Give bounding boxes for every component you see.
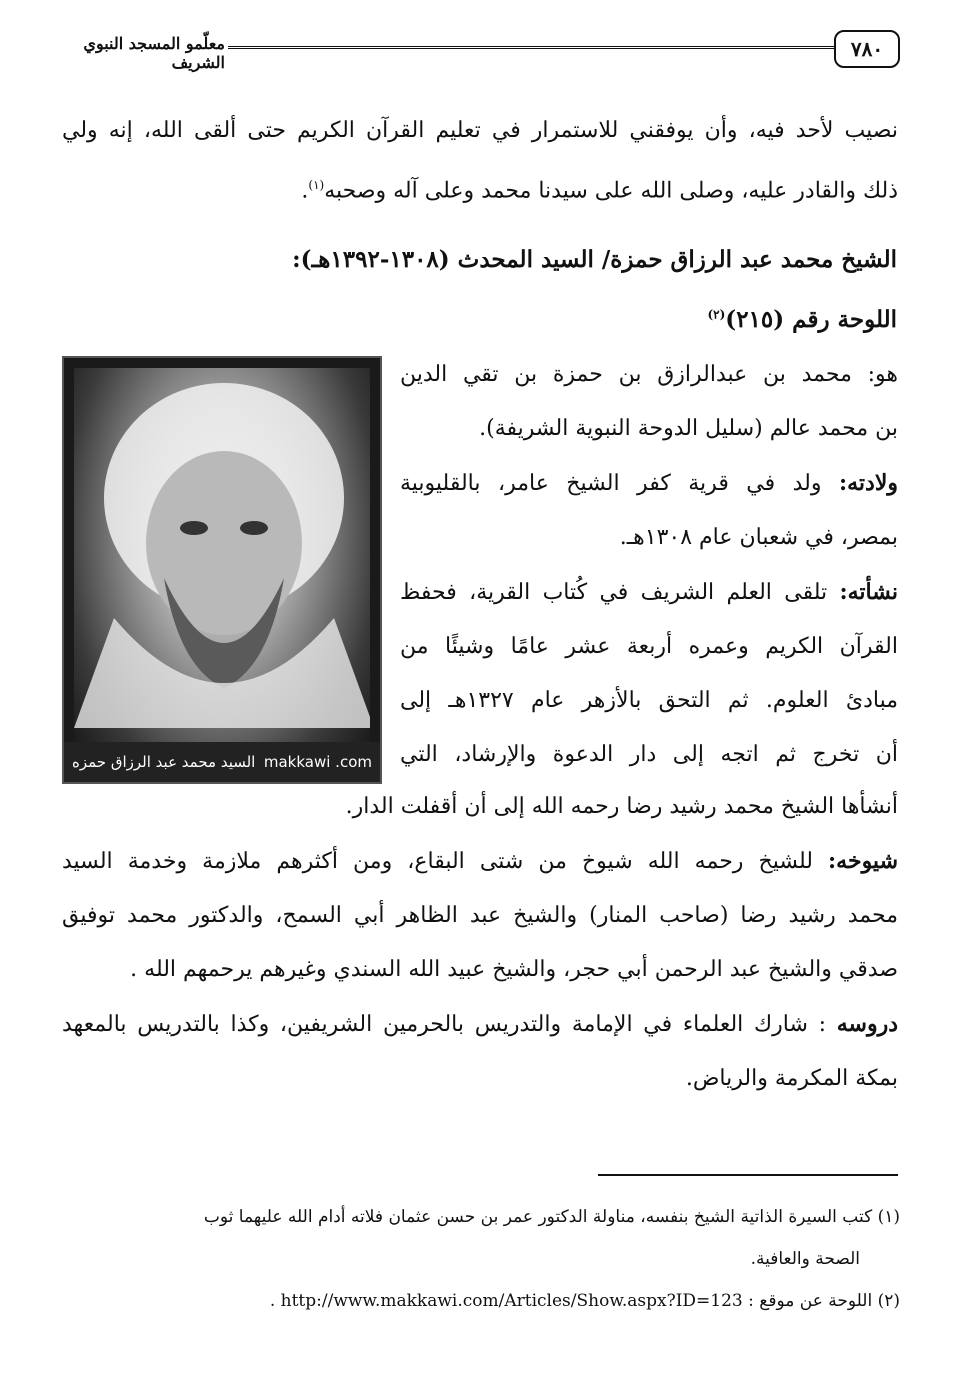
footnotes: [70, 1196, 900, 1322]
birth-label: ولادته:: [838, 470, 898, 496]
birth-line-1: [400, 456, 898, 511]
footnote-separator: [598, 1174, 898, 1176]
portrait-caption-site: makkawi .com: [263, 753, 372, 771]
birth-line-2: بمصر، في شعبان عام ١٣٠٨هـ.: [619, 525, 898, 550]
intro-paragraph: [62, 104, 898, 218]
teachers-line-2: محمد رشيد رضا (صاحب المنار) والشيخ عبد الظاهر أبي السمح، والدكتور محمد توفيق: [62, 903, 898, 928]
portrait-caption-name: السيد محمد عبد الرزاق حمزه: [72, 753, 256, 771]
teachers-line-3: صدقي والشيخ عبد الرحمن أبي حجر، والشيخ عبيد الله السندي وغيرهم يرحمهم الله .: [130, 957, 898, 982]
running-title: معلّمو المسجد النبوي الشريف: [83, 34, 225, 72]
upbringing-label: نشأته:: [839, 579, 898, 605]
lessons-line-1: [62, 997, 898, 1052]
upbringing-text-1: تلقى العلم الشريف في كُتاب القرية، فحفظ: [400, 580, 840, 605]
header-rule: [228, 46, 836, 52]
page-header: [60, 28, 900, 72]
portrait-figure: [74, 368, 370, 728]
portrait-image: [62, 356, 382, 784]
portrait-photo: [74, 368, 370, 772]
intro-line-1: نصيب لأحد فيه، وأن يوفقني للاستمرار في تعليم القرآن الكريم حتى ألقى الله، إنه ولي: [62, 118, 898, 143]
bio-column: [400, 348, 898, 782]
lessons-line-2: بمكة المكرمة والرياض.: [685, 1066, 898, 1091]
page-number: ٧٨٠: [834, 30, 900, 68]
section-title: الشيخ محمد عبد الرزاق حمزة/ السيد المحدث (١٣٠٨-١٣٩٢هـ):: [292, 246, 897, 273]
upbringing-line-3: مبادئ العلوم. ثم التحق بالأزهر عام ١٣٢٧هـ إلى: [400, 688, 898, 713]
upbringing-line-4: أن تخرج ثم اتجه إلى دار الدعوة والإرشاد، التي: [400, 742, 898, 767]
teachers-text-1: للشيخ رحمه الله شيوخ من شتى البقاع، ومن أكثرهم ملازمة وخدمة السيد: [62, 849, 829, 874]
plate-caption-text: اللوحة رقم (٢١٥): [725, 306, 897, 333]
birth-text-1: ولد في قرية كفر الشيخ عامر، بالقليوبية: [400, 471, 839, 496]
lessons-label: دروسه: [836, 1011, 898, 1037]
teachers-line-1: [62, 834, 898, 889]
footnote-1-line-2: الصحة والعافية.: [750, 1249, 860, 1269]
bio-line-1: هو: محمد بن عبدالرازق بن حمزة بن تقي الدين: [400, 362, 898, 387]
upbringing-line-2: القرآن الكريم وعمره أربعة عشر عامًا وشيئًا من: [400, 634, 898, 659]
intro-line-2: [62, 158, 898, 218]
upbringing-line-1: [400, 565, 898, 620]
footnote-1-line-1: (١) كتب السيرة الذاتية الشيخ بنفسه، مناولة الدكتور عمر بن حسن عثمان فلاته أدام الله عليهما ثوب: [203, 1207, 900, 1227]
intro-line-2-end: .: [301, 178, 309, 204]
plate-caption: [707, 306, 897, 333]
bio-line-2: بن محمد عالم (سليل الدوحة النبوية الشريفة).: [479, 416, 898, 441]
main-paragraphs: [62, 780, 898, 1106]
teachers-label: شيوخه:: [828, 848, 898, 874]
lessons-text-1: : شارك العلماء في الإمامة والتدريس بالحرمين الشريفين، وكذا بالتدريس بالمعهد: [62, 1012, 837, 1037]
footnote-ref-2: (٢): [707, 307, 726, 322]
upbringing-line-5: أنشأها الشيخ محمد رشيد رضا رحمه الله إلى أن أقفلت الدار.: [345, 794, 898, 819]
portrait-caption: [64, 742, 380, 782]
footnote-ref-1: (١): [308, 178, 325, 192]
footnote-2: (٢) اللوحة عن موقع : http://www.makkawi.com/Articles/Show.aspx?ID=123 .: [269, 1291, 900, 1311]
intro-line-2-text: ذلك والقادر عليه، وصلى الله على سيدنا محمد وعلى آله وصحبه: [324, 178, 898, 204]
